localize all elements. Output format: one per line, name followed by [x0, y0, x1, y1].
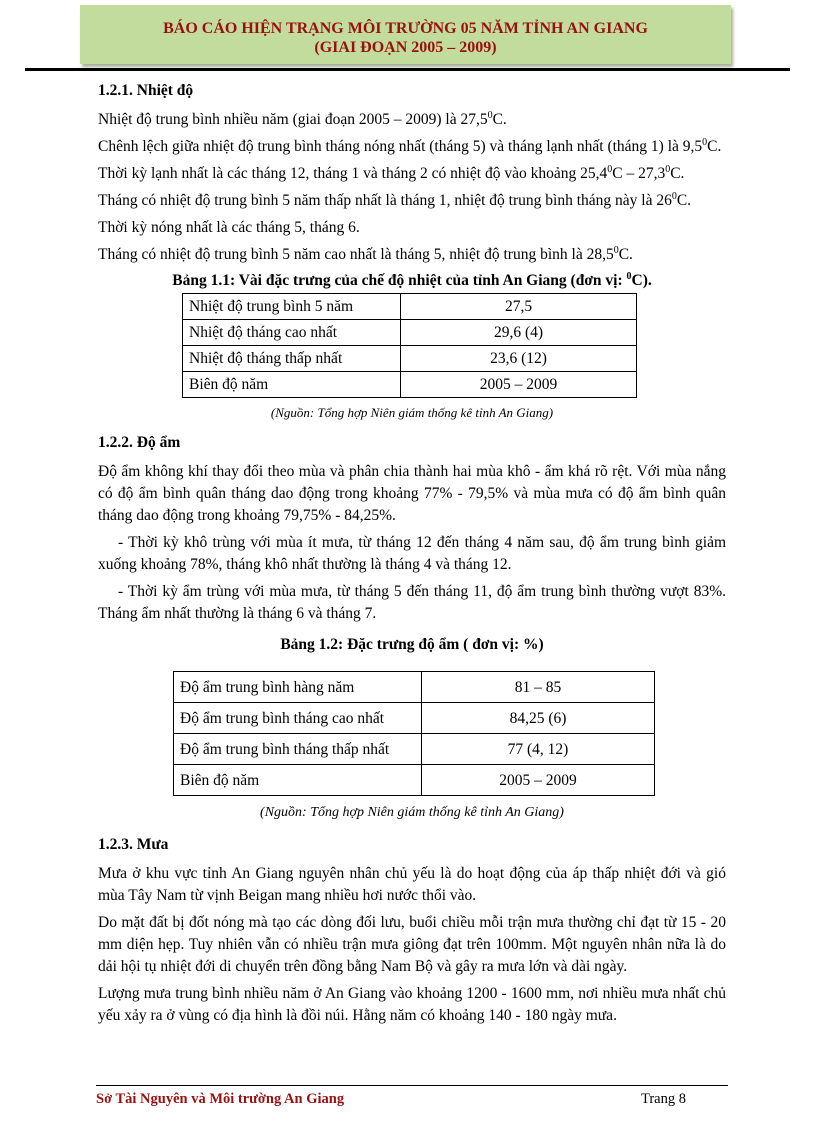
table-cell-value: 29,6 (4) [401, 320, 637, 346]
humidity-paragraph-2: - Thời kỳ khô trùng với mùa ít mưa, từ tháng 12 đến tháng 4 năm sau, độ ẩm trung bình giảm xuống khoảng 78%, tháng khô nhất thường là tháng 4 và tháng 12. [98, 534, 726, 573]
table-2-caption: Bảng 1.2: Đặc trưng độ ẩm ( đơn vị: %) [280, 636, 544, 653]
rain-paragraph-3: Lượng mưa trung bình nhiều năm ở An Giang vào khoảng 1200 - 1600 mm, nơi nhiều mưa nhất chủ yếu xảy ra ở vùng có địa hình là đồi núi. Hằng năm có khoảng 140 - 180 ngày mưa. [98, 985, 726, 1024]
rain-paragraph-1: Mưa ở khu vực tỉnh An Giang nguyên nhân chủ yếu là do hoạt động của áp thấp nhiệt đới và gió mùa Tây Nam từ vịnh Beigan mang nhiều hơi nước thổi vào. [98, 865, 726, 904]
table-cell-value: 27,5 [401, 294, 637, 320]
table-cell-value: 23,6 (12) [401, 346, 637, 372]
section-title-humidity: 1.2.2. Độ ẩm [98, 434, 181, 451]
table-cell-value: 84,25 (6) [422, 703, 655, 734]
table-cell-value: 2005 – 2009 [401, 372, 637, 398]
table-row [183, 346, 637, 372]
table-row [183, 294, 637, 320]
table-cell-label: Độ ẩm trung bình tháng cao nhất [174, 703, 422, 734]
page-content [98, 80, 726, 1032]
header-divider [25, 68, 790, 71]
temp-paragraph-1: Nhiệt độ trung bình nhiều năm (giai đoạn 2005 – 2009) là 27,5$^0$C. [98, 109, 507, 128]
table-cell-label: Nhiệt độ tháng cao nhất [183, 320, 401, 346]
table-2-source: (Nguồn: Tổng hợp Niên giám thống kê tỉnh An Giang) [260, 805, 564, 820]
table-cell-label: Độ ẩm trung bình hàng năm [174, 672, 422, 703]
table-row [183, 372, 637, 398]
humidity-paragraph-1: Độ ẩm không khí thay đổi theo mùa và phân chia thành hai mùa khô - ẩm khá rõ rệt. Với mùa nắng có độ ẩm bình quân tháng dao động trong khoảng 77% - 79,5% và mùa mưa có độ ẩm bình quân tháng dao động trong khoảng 79,75% - 84,25%. [98, 463, 726, 524]
temp-paragraph-5: Thời kỳ nóng nhất là các tháng 5, tháng 6. [98, 219, 360, 236]
header-period: (GIAI ĐOẠN 2005 – 2009) [314, 39, 497, 56]
table-row [183, 320, 637, 346]
table-cell-value: 2005 – 2009 [422, 765, 655, 796]
table-1-source: (Nguồn: Tổng hợp Niên giám thống kê tỉnh An Giang) [270, 405, 554, 420]
rain-paragraph-2: Do mặt đất bị đốt nóng mà tạo các dòng đối lưu, buổi chiều mỗi trận mưa thường chỉ đạt từ 15 - 20 mm diện hẹp. Tuy nhiên vẫn có nhiều trận mưa giông đạt trên 100mm. Một nguyên nhân nữa là do dải hội tụ nhiệt đới di chuyển trên đồng bằng Nam Bộ và gây ra mưa lớn và dài ngày. [98, 914, 726, 975]
table-cell-label: Nhiệt độ tháng thấp nhất [183, 346, 401, 372]
footer-organization: Sở Tài Nguyên và Môi trường An Giang [96, 1091, 345, 1107]
section-title-rain: 1.2.3. Mưa [98, 836, 169, 853]
table-row [174, 765, 655, 796]
temp-paragraph-3: Thời kỳ lạnh nhất là các tháng 12, tháng 1 và tháng 2 có nhiệt độ vào khoảng 25,4$^0$C – 27,3$^0$C. [98, 163, 685, 182]
temp-paragraph-2: Chênh lệch giữa nhiệt độ trung bình tháng nóng nhất (tháng 5) và tháng lạnh nhất (tháng 1) là $9,5^0C$. [98, 136, 722, 155]
temp-paragraph-6: Tháng có nhiệt độ trung bình 5 năm cao nhất là tháng 5, nhiệt độ trung bình là 28,5$^0$C. [98, 244, 633, 263]
table-1-caption: Bảng 1.1: Vài đặc trưng của chế độ nhiệt của tỉnh An Giang (đơn vị: $^0$C). [172, 270, 652, 289]
table-row [174, 672, 655, 703]
report-header [80, 5, 731, 64]
footer-divider [96, 1085, 728, 1086]
temp-paragraph-4: Tháng có nhiệt độ trung bình 5 năm thấp nhất là tháng 1, nhiệt độ trung bình tháng này là $26^0C$. [98, 190, 692, 209]
table-cell-label: Biên độ năm [174, 765, 422, 796]
table-row [174, 703, 655, 734]
section-title-temperature: 1.2.1. Nhiệt độ [98, 82, 194, 99]
table-row [174, 734, 655, 765]
temperature-table [182, 293, 637, 398]
table-cell-value: 77 (4, 12) [422, 734, 655, 765]
humidity-paragraph-3: - Thời kỳ ẩm trùng với mùa mưa, từ tháng 5 đến tháng 11, độ ẩm trung bình thường vượt 83%. Tháng ẩm nhất thường là tháng 6 và tháng 7. [98, 583, 726, 622]
table-cell-value: 81 – 85 [422, 672, 655, 703]
table-cell-label: Độ ẩm trung bình tháng thấp nhất [174, 734, 422, 765]
humidity-table [173, 671, 655, 796]
page-number: Trang 8 [641, 1091, 686, 1107]
header-title: BÁO CÁO HIỆN TRẠNG MÔI TRƯỜNG 05 NĂM TỈNH AN GIANG [163, 20, 648, 37]
table-cell-label: Biên độ năm [183, 372, 401, 398]
table-cell-label: Nhiệt độ trung bình 5 năm [183, 294, 401, 320]
